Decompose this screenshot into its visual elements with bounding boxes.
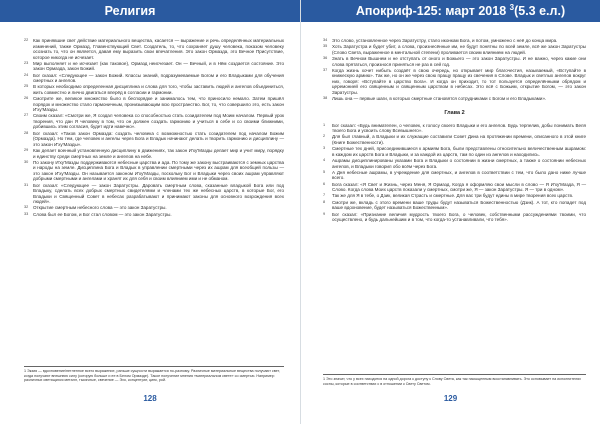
verse: [24, 183, 284, 205]
verse-text: Бог сказал: «Будь внимателен, о человек, к голосу своего Владыки и его ангелов. Будь терпелив, добы понимать Веля твоего Бога и усвоить слову Всевышнего».: [332, 122, 586, 134]
verse: [24, 113, 284, 130]
verse-number: 28: [24, 130, 29, 135]
verse-text: Когда жизнь хочет нибыть создаёт в свою очередь, но открывает мир благочестия, называемый, «Вступайте в книжескую армию». Так же, но он же через свою пращу пращу из свечения в Слове. Владык и светлых ангелов вокруг них, говоря: «Вступайте в царство Бога». И когда он приходит, то тот пользуется определёнными обрядом и церемонией его священным и священным царством в небесах. Это всё с Божьим, открытие Богом, — это закон Заратустры.: [332, 67, 586, 95]
verse-number: 30: [24, 159, 29, 164]
left-page-number: 128: [143, 394, 157, 403]
verse-text: В которых необходимо определенная дисциплина и слова для того, чтобы заставить людей и ангелов объединиться, жить совместно и лично двигаться вперёд в согласии и гармонии.: [33, 84, 284, 95]
verse: [24, 96, 284, 113]
verse-number: 7: [323, 193, 326, 198]
verse-number: 29: [24, 148, 29, 153]
verse: [24, 61, 284, 72]
verse-text: Знать в Вечном Вышнем и не отступать от оного и Божьего — это закон Заратустры. И не важно, через какие они слова прятаться, произнося приняться не раз в сей год.: [332, 56, 586, 67]
right-page: [300, 0, 600, 424]
verse: [24, 212, 284, 218]
verse-text: Открытие смертным небесного слова — это закон Заратустры.: [33, 205, 167, 211]
chapter-title: Глава 2: [444, 109, 465, 116]
verse: [323, 96, 586, 102]
right-page-body: [323, 38, 586, 223]
verse-text: Как принявшие свет действие материального вещества, касается — выражение и речь определённых материальных изменений, также Ормазд, Главенствующий Свет. Создатель, то, что сохраняет душу человека, показом человеку осознать то, что он является, давая ему выразить свои впечатления. Это закон Ормазда, это Вечное Присутствие, которое никогда не исчезает.: [33, 38, 284, 60]
verse: [323, 123, 586, 134]
verse: [323, 134, 586, 145]
verse: [24, 148, 284, 159]
left-page-header: Религия: [0, 0, 300, 22]
verse-text: Так же для Я в тебе, о Дзик, великая Страсть и смертные. Для вас три будут едины в мире творения всех царств.: [332, 193, 574, 199]
verse-text: Бог сказал: «Признание величия мудрость твоего Бога, о человек, собственными рассуждениями твоими, что осуществлено, и будь дальнейшим и в том, что когда-то устанавливали, что тебя».: [332, 211, 586, 223]
verse-number: 37: [323, 67, 328, 72]
verse-text: Смотри же, вкладь с этого времени ваше труды будут называться Божественностью (Дзик). А тот, кто попадет под ваше вдохновение, будет называться Божественным».: [332, 199, 586, 211]
right-page-footnote: 1 Это значит, что у всех находится на одной дорога к доступу к Слову Света, как так насыщенным восстанавливать. Это основывает на исполнителях сосны, которые в соответствии с в отношении к Свету Светом.: [323, 374, 586, 386]
verse-number: 33: [24, 211, 29, 216]
verse-text: Бога сказал: «Я Свет и Жизнь, через Меня, Я Ормазд. Когда я оформляю свои мысли в слово — Я И'ху'Мазда, Я — Слово. Когда слова Моих царств показали у смертных, смотри же, Я — закон Заратустры. Я — три в одном».: [332, 181, 586, 193]
verse-text: Ашрамы дисциплинированы указами Бога и Владыки о состоянии в жизни смертных, а также о состоянии небесных ангелов, и Владыки говорил обо всём через Бога.: [332, 158, 586, 169]
verse: [24, 73, 284, 84]
verse-text: Слова был ее Богом, и Бог стал словом — это закон Заратустры.: [33, 211, 172, 217]
verse-text: Лишь она — первые шаги, в которых смертные становятся сотрудниками с Богом и его Владыками».: [332, 96, 547, 102]
verse-text: А Дня небесные ашрамы, в учреждение для смертных, и ангелов в соответствии с тем, что было дано ниже лучше всего.: [332, 169, 586, 181]
verse: [323, 68, 586, 96]
verse-text: Своим сказал: «Смотри же, Я создал человека со способностью стать созидателем под Моим началом. Первый урок творения, что дан Я человеку в том, что он должен создать гармонию и учиться в себе и со своими ближними, добившись этим согласия, будет идти навечно».: [33, 113, 284, 130]
verse: [323, 212, 586, 223]
verse-number: 4: [323, 158, 326, 163]
right-page-header: Апокриф-125: март 2018 $^3$(5.3 е.л.): [301, 0, 600, 22]
left-page-body: [24, 38, 284, 218]
verse-number: 34: [323, 38, 328, 42]
verse-number: 36: [323, 56, 328, 61]
verse-text: Бог сказал: «Следующее — закон Божий. Классы знаний, подразумеваемые Богом и его Владыками для обучения смертных и ангелов.: [33, 72, 284, 84]
verse-text: Это слово, установленное через Заратустру, стало иконкам Бога, и потом, умножено с неё до конца мира.: [332, 38, 558, 43]
verse-text: Бог сказал: «Таков закон Ормазда: создать человека с возможностью стать созидателем под началом Божим (Ормазда). Но тем, где человек и ангелы через Бога и Владык начинают делать и творить гармонию и дисциплину — это закон И'ху'Мазды».: [33, 130, 284, 147]
verse-number: 2: [323, 134, 326, 139]
verse: [24, 131, 284, 148]
verse: [24, 160, 284, 182]
verse-number: 25: [24, 84, 29, 89]
verse: [323, 56, 586, 67]
verse-number: 23: [24, 60, 29, 65]
verse-text: Для был главный, а Владыки и их служащие составили Совет Дина на протяжении времени, описанного в этой книге (Книге Божественности).: [332, 134, 586, 145]
verse: [323, 200, 586, 211]
verse-text: Смотрите же, великое множество было в беспорядке и занималось тем, что приносило немало. Затем пришёл порядок и множество стало гармоничным, пронизывающим всю пространство. Бог, то, что совершило это, есть закон И'ху'Мазды.: [33, 96, 284, 113]
verse: [323, 193, 586, 199]
verse: [323, 182, 586, 193]
verse-number: 22: [24, 38, 29, 42]
verse-number: 24: [24, 72, 29, 77]
verse-text: Как делает военный установленную дисциплину в движениях, так закон И'ху'Мазды делает мир и учит миру, порядку и единству среди смертных на земле и ангелов на небе.: [33, 148, 284, 159]
verse-number: 3: [323, 146, 326, 151]
verse-text: Смертные тех дней, присоединившиеся к армиям Бога, были представлены относительно величественным ашрамом: в каждом их царств Бога и Владыки, и за каждой из царств, там по один из ангелов и находились.: [332, 146, 586, 157]
verse-number: 32: [24, 205, 29, 210]
verse: [24, 38, 284, 60]
verse: [323, 44, 586, 55]
verse-number: 8: [323, 199, 326, 204]
verse-number: 6: [323, 181, 326, 186]
verse: [323, 146, 586, 157]
verse-number: 27: [24, 113, 29, 118]
verse: [24, 205, 284, 211]
verse: [24, 84, 284, 95]
verse-number: 35: [323, 44, 328, 49]
verse-number: 31: [24, 182, 29, 187]
verse: [323, 158, 586, 169]
right-page-number: 129: [443, 394, 458, 403]
verse-number: 9: [323, 211, 326, 216]
left-page-footnote: 1 Экзия — вдохновение/нетленное всего выражение, раньше сущности выражается по-разному. Различные материальные вещества получают свет, когда получают внешнюю силу (которую больше и ее в Белом Ормазде). Такое получение мнения «материальном свете» со смертью. Например: различных светящихся металл, тысячные, свечение — Эхо, концентрат, цинк, рой.: [24, 366, 284, 383]
verse-number: 1: [323, 122, 326, 127]
verse: [323, 38, 586, 44]
verse-number: 38: [323, 96, 328, 101]
verse-text: Мир выполняет и не исчезает (как таковое), Ормазд неисчезает. Он — Вечный, и в Нём создается состояние. Это закон Ормазда, закон Божий.: [33, 60, 284, 72]
verse-text: Хоть Заратустра и будет убит, а слова, произнесённые им, не будут понятны по всей земле, всё же закон Заратустры (Слово Света, выраженное в ментальной степени) проливается своим влиянием на людей.: [332, 44, 586, 55]
verse-number: 5: [323, 169, 326, 174]
verse-text: По закону И'ху'Мазды поддерживаются небесные царства и ада. По тому же закону выстраиваются с земных царства и народы на земле. Дисциплина Бога и Владык в управлении смертными через их ашрам для всеобщей пользы — это закон И'ху'Мазды. Он называется законом И'ху'Мазды, поскольку Бог и Владыки через своих ашрам управляют добрыми смертными и ангелами и хранят их для себя и своим влиянием ими и не обманом.: [33, 159, 284, 182]
verse: [323, 170, 586, 181]
verse-text: Бог сказал: «Следующее — закон Заратустры. Даровать смертным слова, сказанные владыкой Бога или под Владыку, сделать всех добрых смертных свидетелями и членами тех же небесных царств, в которые Бог, его Владыки и Священный Совет в небесах разрабатывают и принимают законы для основного возрождения всех людей».: [33, 182, 284, 205]
verse-number: 26: [24, 96, 29, 101]
